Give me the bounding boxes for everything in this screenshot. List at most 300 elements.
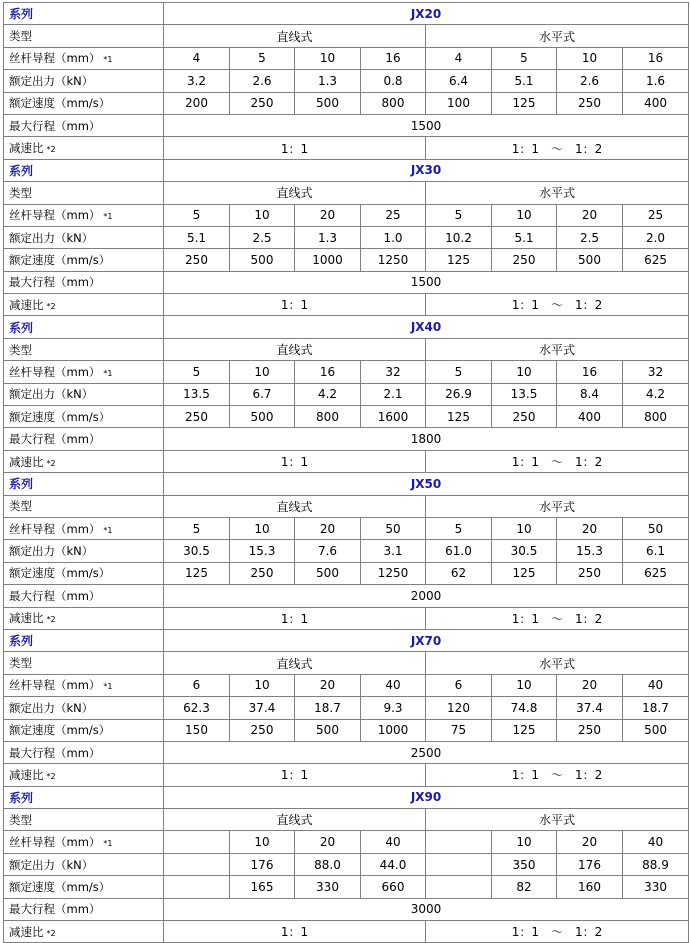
lead-value: 10: [230, 517, 295, 539]
lead-value: 5: [164, 517, 230, 539]
lead-value: 5: [230, 47, 295, 69]
lead-value: 50: [623, 517, 689, 539]
stroke-value: 1500: [164, 271, 689, 293]
type-horizontal: 水平式: [426, 495, 689, 517]
ratio-horizontal: 1：1 ～ 1：2: [426, 294, 689, 316]
series-label: 系列: [4, 3, 164, 25]
force-value: 9.3: [361, 697, 426, 719]
stroke-label: [4, 271, 164, 293]
type-label: [4, 338, 164, 360]
stroke-label-text: 最大行程（mm）: [9, 118, 101, 133]
type-label: [4, 809, 164, 831]
stroke-label: [4, 428, 164, 450]
lead-value: 4: [164, 47, 230, 69]
type-horizontal: 水平式: [426, 652, 689, 674]
force-value: 2.0: [623, 226, 689, 248]
speed-value: 200: [164, 92, 230, 114]
speed-label-text: 额定速度（mm/s）: [9, 723, 111, 738]
type-row: [4, 495, 689, 517]
force-value: 1.6: [623, 70, 689, 92]
series-row: [4, 316, 689, 338]
force-value: 2.5: [230, 226, 295, 248]
lead-value: 32: [623, 361, 689, 383]
type-straight: 直线式: [164, 652, 426, 674]
force-value: [164, 853, 230, 875]
ratio-straight: 1：1: [164, 764, 426, 786]
speed-value: 1250: [361, 249, 426, 271]
series-label: 系列: [4, 786, 164, 808]
speed-value: 125: [492, 562, 557, 584]
speed-value: 500: [557, 249, 623, 271]
type-label: [4, 495, 164, 517]
ratio-row: [4, 450, 689, 472]
force-row: [4, 697, 689, 719]
speed-value: 75: [426, 719, 492, 741]
force-row: [4, 226, 689, 248]
lead-label-text: 丝杆导程（mm）: [9, 678, 101, 693]
speed-value: [426, 876, 492, 898]
lead-value: 5: [426, 361, 492, 383]
lead-label-note: *1: [103, 55, 113, 65]
force-label: [4, 70, 164, 92]
lead-value: 40: [623, 674, 689, 696]
force-value: 88.9: [623, 853, 689, 875]
speed-label-text: 额定速度（mm/s）: [9, 879, 111, 894]
force-label-text: 额定出力（kN）: [9, 700, 94, 715]
force-value: 61.0: [426, 540, 492, 562]
ratio-label-note: *2: [46, 145, 56, 155]
speed-value: 800: [623, 406, 689, 428]
type-straight: 直线式: [164, 809, 426, 831]
ratio-straight: 1：1: [164, 450, 426, 472]
lead-label-text: 丝杆导程（mm）: [9, 208, 101, 223]
ratio-label-note: *2: [46, 615, 56, 625]
lead-value: 20: [295, 674, 361, 696]
ratio-row: [4, 137, 689, 159]
speed-value: 125: [164, 562, 230, 584]
speed-value: 800: [295, 406, 361, 428]
speed-value: 800: [361, 92, 426, 114]
force-value: 2.5: [557, 226, 623, 248]
ratio-label-text: 减速比: [9, 924, 44, 939]
lead-value: [164, 831, 230, 853]
lead-label: [4, 517, 164, 539]
force-value: 5.1: [492, 70, 557, 92]
type-horizontal: 水平式: [426, 25, 689, 47]
type-straight: 直线式: [164, 495, 426, 517]
lead-value: 4: [426, 47, 492, 69]
speed-row: [4, 876, 689, 898]
speed-value: 250: [230, 719, 295, 741]
lead-value: 20: [557, 204, 623, 226]
speed-value: 150: [164, 719, 230, 741]
speed-value: 250: [492, 249, 557, 271]
force-value: 120: [426, 697, 492, 719]
speed-row: [4, 406, 689, 428]
ratio-label-text: 减速比: [9, 454, 44, 469]
speed-value: 500: [295, 92, 361, 114]
lead-value: 5: [164, 204, 230, 226]
ratio-label: [4, 921, 164, 943]
force-value: 8.4: [557, 383, 623, 405]
lead-value: 40: [361, 831, 426, 853]
stroke-row: [4, 898, 689, 920]
force-value: 350: [492, 853, 557, 875]
force-value: 13.5: [164, 383, 230, 405]
series-model: JX90: [164, 786, 689, 808]
stroke-label-text: 最大行程（mm）: [9, 588, 101, 603]
lead-label-text: 丝杆导程（mm）: [9, 835, 101, 850]
type-label: [4, 652, 164, 674]
lead-value: 10: [230, 674, 295, 696]
lead-label: [4, 361, 164, 383]
speed-label-text: 额定速度（mm/s）: [9, 566, 111, 581]
speed-label-text: 额定速度（mm/s）: [9, 409, 111, 424]
stroke-label: [4, 585, 164, 607]
lead-value: 40: [623, 831, 689, 853]
lead-row: [4, 204, 689, 226]
speed-label: [4, 719, 164, 741]
speed-value: 500: [623, 719, 689, 741]
series-label: 系列: [4, 316, 164, 338]
ratio-straight: 1：1: [164, 294, 426, 316]
ratio-straight: 1：1: [164, 137, 426, 159]
force-label-text: 额定出力（kN）: [9, 230, 94, 245]
type-row: [4, 338, 689, 360]
lead-value: 10: [492, 517, 557, 539]
ratio-row: [4, 607, 689, 629]
lead-value: 10: [492, 361, 557, 383]
lead-value: 5: [426, 517, 492, 539]
force-value: 18.7: [623, 697, 689, 719]
lead-value: 50: [361, 517, 426, 539]
stroke-value: 2500: [164, 741, 689, 763]
lead-value: 40: [361, 674, 426, 696]
speed-value: 500: [295, 562, 361, 584]
speed-value: 1250: [361, 562, 426, 584]
speed-label: [4, 562, 164, 584]
force-value: 3.2: [164, 70, 230, 92]
ratio-label-text: 减速比: [9, 767, 44, 782]
speed-value: 500: [295, 719, 361, 741]
stroke-row: [4, 428, 689, 450]
ratio-label: [4, 607, 164, 629]
force-label: [4, 226, 164, 248]
speed-value: 500: [230, 249, 295, 271]
lead-value: 10: [557, 47, 623, 69]
lead-label: [4, 204, 164, 226]
speed-value: 160: [557, 876, 623, 898]
force-label-text: 额定出力（kN）: [9, 387, 94, 402]
lead-row: [4, 674, 689, 696]
ratio-label-note: *2: [46, 928, 56, 938]
speed-value: 125: [492, 92, 557, 114]
lead-row: [4, 361, 689, 383]
stroke-label: [4, 898, 164, 920]
lead-value: 10: [230, 204, 295, 226]
lead-label-note: *1: [103, 525, 113, 535]
speed-value: 62: [426, 562, 492, 584]
lead-value: [426, 831, 492, 853]
lead-value: 20: [557, 674, 623, 696]
type-label-text: 类型: [9, 29, 32, 44]
ratio-label-note: *2: [46, 458, 56, 468]
force-value: 2.6: [230, 70, 295, 92]
force-value: 176: [557, 853, 623, 875]
spec-table-body: [4, 3, 689, 943]
speed-row: [4, 92, 689, 114]
ratio-label-text: 减速比: [9, 141, 44, 156]
speed-value: 250: [557, 562, 623, 584]
force-value: 15.3: [557, 540, 623, 562]
force-value: 5.1: [164, 226, 230, 248]
force-value: 26.9: [426, 383, 492, 405]
force-value: 4.2: [623, 383, 689, 405]
type-label-text: 类型: [9, 342, 32, 357]
speed-value: 250: [557, 92, 623, 114]
speed-value: 125: [426, 249, 492, 271]
lead-value: 10: [492, 204, 557, 226]
speed-value: 250: [492, 406, 557, 428]
stroke-row: [4, 741, 689, 763]
ratio-row: [4, 294, 689, 316]
ratio-horizontal: 1：1 ～ 1：2: [426, 137, 689, 159]
speed-value: 625: [623, 249, 689, 271]
speed-value: 330: [295, 876, 361, 898]
speed-value: 82: [492, 876, 557, 898]
series-row: [4, 629, 689, 651]
force-value: 6.4: [426, 70, 492, 92]
speed-value: 250: [230, 92, 295, 114]
lead-label-text: 丝杆导程（mm）: [9, 51, 101, 66]
speed-value: 625: [623, 562, 689, 584]
ratio-label: [4, 137, 164, 159]
ratio-horizontal: 1：1 ～ 1：2: [426, 764, 689, 786]
speed-label: [4, 876, 164, 898]
speed-value: 1000: [361, 719, 426, 741]
lead-value: 10: [492, 831, 557, 853]
stroke-value: 2000: [164, 585, 689, 607]
ratio-horizontal: 1：1 ～ 1：2: [426, 607, 689, 629]
force-value: 7.6: [295, 540, 361, 562]
force-value: 5.1: [492, 226, 557, 248]
speed-value: 250: [230, 562, 295, 584]
force-value: 0.8: [361, 70, 426, 92]
speed-value: 250: [164, 249, 230, 271]
speed-label-text: 额定速度（mm/s）: [9, 96, 111, 111]
series-label: 系列: [4, 473, 164, 495]
stroke-label-text: 最大行程（mm）: [9, 432, 101, 447]
stroke-label-text: 最大行程（mm）: [9, 275, 101, 290]
speed-value: 100: [426, 92, 492, 114]
type-straight: 直线式: [164, 25, 426, 47]
spec-table: [3, 2, 689, 943]
lead-value: 6: [426, 674, 492, 696]
type-label: [4, 182, 164, 204]
force-value: 62.3: [164, 697, 230, 719]
speed-value: 660: [361, 876, 426, 898]
ratio-horizontal: 1：1 ～ 1：2: [426, 450, 689, 472]
force-value: 6.7: [230, 383, 295, 405]
type-straight: 直线式: [164, 338, 426, 360]
speed-label: [4, 92, 164, 114]
series-model: JX20: [164, 3, 689, 25]
series-row: [4, 786, 689, 808]
stroke-row: [4, 585, 689, 607]
stroke-label-text: 最大行程（mm）: [9, 902, 101, 917]
lead-value: 16: [557, 361, 623, 383]
lead-label-note: *1: [103, 682, 113, 692]
speed-value: 330: [623, 876, 689, 898]
force-value: 30.5: [492, 540, 557, 562]
force-label-text: 额定出力（kN）: [9, 544, 94, 559]
ratio-label-note: *2: [46, 301, 56, 311]
speed-value: [164, 876, 230, 898]
speed-value: 500: [230, 406, 295, 428]
stroke-value: 1500: [164, 114, 689, 136]
series-model: JX40: [164, 316, 689, 338]
type-row: [4, 809, 689, 831]
speed-value: 250: [557, 719, 623, 741]
force-value: 3.1: [361, 540, 426, 562]
lead-value: 32: [361, 361, 426, 383]
force-row: [4, 70, 689, 92]
force-value: 2.1: [361, 383, 426, 405]
force-value: 1.0: [361, 226, 426, 248]
ratio-label: [4, 294, 164, 316]
force-value: 13.5: [492, 383, 557, 405]
speed-label: [4, 406, 164, 428]
force-value: 176: [230, 853, 295, 875]
force-value: 2.6: [557, 70, 623, 92]
series-model: JX30: [164, 159, 689, 181]
force-label: [4, 383, 164, 405]
force-value: 4.2: [295, 383, 361, 405]
stroke-label: [4, 114, 164, 136]
speed-label-text: 额定速度（mm/s）: [9, 252, 111, 267]
stroke-row: [4, 271, 689, 293]
speed-value: 165: [230, 876, 295, 898]
series-label: 系列: [4, 629, 164, 651]
ratio-row: [4, 764, 689, 786]
lead-value: 10: [295, 47, 361, 69]
lead-value: 10: [230, 831, 295, 853]
speed-value: 125: [426, 406, 492, 428]
ratio-straight: 1：1: [164, 607, 426, 629]
type-label-text: 类型: [9, 499, 32, 514]
force-row: [4, 853, 689, 875]
stroke-value: 1800: [164, 428, 689, 450]
series-row: [4, 473, 689, 495]
series-row: [4, 159, 689, 181]
lead-label-text: 丝杆导程（mm）: [9, 364, 101, 379]
speed-value: 1600: [361, 406, 426, 428]
ratio-label: [4, 450, 164, 472]
stroke-label-text: 最大行程（mm）: [9, 745, 101, 760]
force-value: 18.7: [295, 697, 361, 719]
lead-value: 20: [295, 204, 361, 226]
stroke-value: 3000: [164, 898, 689, 920]
force-label: [4, 853, 164, 875]
type-label-text: 类型: [9, 812, 32, 827]
speed-value: 250: [164, 406, 230, 428]
lead-value: 5: [492, 47, 557, 69]
ratio-horizontal: 1：1 ～ 1：2: [426, 921, 689, 943]
lead-value: 5: [164, 361, 230, 383]
lead-label: [4, 47, 164, 69]
force-value: 37.4: [557, 697, 623, 719]
lead-label: [4, 831, 164, 853]
force-value: 88.0: [295, 853, 361, 875]
lead-value: 20: [557, 517, 623, 539]
type-label-text: 类型: [9, 185, 32, 200]
series-model: JX70: [164, 629, 689, 651]
lead-value: 25: [361, 204, 426, 226]
force-label-text: 额定出力（kN）: [9, 73, 94, 88]
lead-label-note: *1: [103, 368, 113, 378]
force-label: [4, 540, 164, 562]
type-horizontal: 水平式: [426, 809, 689, 831]
lead-value: 16: [623, 47, 689, 69]
speed-row: [4, 562, 689, 584]
series-label: 系列: [4, 159, 164, 181]
lead-row: [4, 831, 689, 853]
type-horizontal: 水平式: [426, 182, 689, 204]
speed-label: [4, 249, 164, 271]
type-row: [4, 25, 689, 47]
speed-value: 400: [557, 406, 623, 428]
force-value: 1.3: [295, 70, 361, 92]
ratio-label-text: 减速比: [9, 611, 44, 626]
lead-label-note: *1: [103, 839, 113, 849]
lead-label-note: *1: [103, 212, 113, 222]
speed-value: 1000: [295, 249, 361, 271]
stroke-label: [4, 741, 164, 763]
speed-value: 125: [492, 719, 557, 741]
lead-value: 20: [557, 831, 623, 853]
force-value: 10.2: [426, 226, 492, 248]
type-row: [4, 182, 689, 204]
force-value: 1.3: [295, 226, 361, 248]
force-row: [4, 540, 689, 562]
force-value: [426, 853, 492, 875]
force-value: 30.5: [164, 540, 230, 562]
type-label: [4, 25, 164, 47]
speed-value: 400: [623, 92, 689, 114]
type-horizontal: 水平式: [426, 338, 689, 360]
ratio-label-text: 减速比: [9, 297, 44, 312]
ratio-label: [4, 764, 164, 786]
force-label-text: 额定出力（kN）: [9, 857, 94, 872]
lead-value: 16: [295, 361, 361, 383]
lead-value: 20: [295, 831, 361, 853]
lead-label-text: 丝杆导程（mm）: [9, 521, 101, 536]
speed-row: [4, 249, 689, 271]
lead-value: 10: [230, 361, 295, 383]
force-value: 74.8: [492, 697, 557, 719]
force-value: 6.1: [623, 540, 689, 562]
stroke-row: [4, 114, 689, 136]
lead-label: [4, 674, 164, 696]
lead-row: [4, 47, 689, 69]
type-row: [4, 652, 689, 674]
series-model: JX50: [164, 473, 689, 495]
force-value: 44.0: [361, 853, 426, 875]
type-label-text: 类型: [9, 656, 32, 671]
lead-value: 5: [426, 204, 492, 226]
ratio-label-note: *2: [46, 771, 56, 781]
lead-value: 20: [295, 517, 361, 539]
